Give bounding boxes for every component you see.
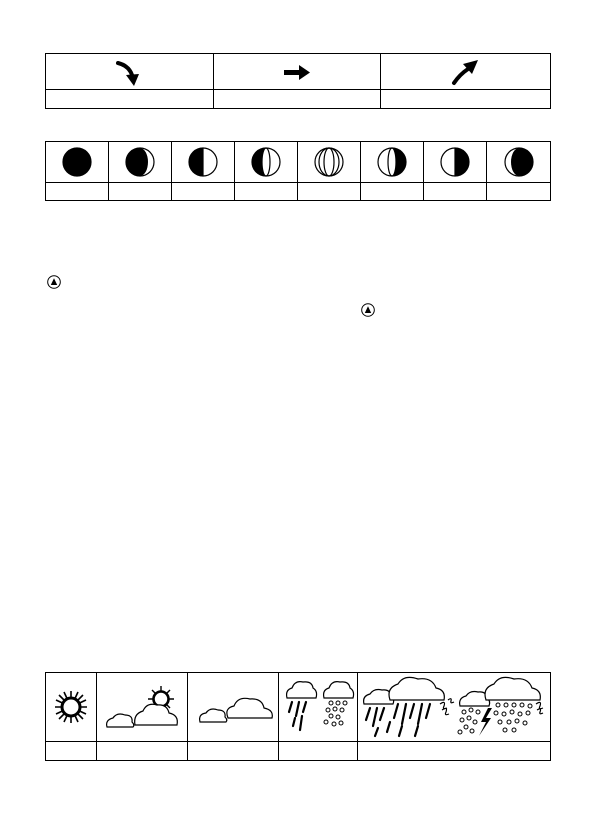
moon-cell-8 xyxy=(487,142,551,183)
weather-table xyxy=(45,672,551,761)
trend-table xyxy=(45,53,551,109)
moon-label-4 xyxy=(235,183,298,201)
trend-cell-steady xyxy=(214,54,381,90)
moon-label-1 xyxy=(46,183,109,201)
moon-label-7 xyxy=(424,183,487,201)
weather-cell-sunny xyxy=(46,673,97,742)
moon-phase-table xyxy=(45,141,551,201)
moon-cell-2 xyxy=(109,142,172,183)
weather-label-partly-cloudy xyxy=(97,742,188,761)
arrow-right-icon xyxy=(279,57,315,87)
weather-label-sunny xyxy=(46,742,97,761)
weather-label-storm xyxy=(358,742,551,761)
moon-label-5 xyxy=(298,183,361,201)
rain-snow-icon xyxy=(280,676,356,738)
moon-label-2 xyxy=(109,183,172,201)
weather-cell-rain-snow xyxy=(279,673,358,742)
moon-phase-4-icon xyxy=(250,146,282,178)
moon-cell-3 xyxy=(172,142,235,183)
moon-label-6 xyxy=(361,183,424,201)
moon-phase-5-icon xyxy=(313,146,345,178)
moon-phase-1-icon xyxy=(61,146,93,178)
moon-label-3 xyxy=(172,183,235,201)
moon-cell-7 xyxy=(424,142,487,183)
moon-cell-4 xyxy=(235,142,298,183)
moon-cell-5 xyxy=(298,142,361,183)
trend-label-falling xyxy=(46,90,214,109)
trend-cell-rising xyxy=(381,54,551,90)
weather-cell-cloudy xyxy=(188,673,279,742)
storm-icon xyxy=(360,676,548,738)
moon-label-8 xyxy=(487,183,551,201)
warning-triangle-icon xyxy=(47,275,61,289)
trend-label-steady xyxy=(214,90,381,109)
weather-label-rain-snow xyxy=(279,742,358,761)
weather-label-cloudy xyxy=(188,742,279,761)
arrow-up-right-icon xyxy=(448,57,484,87)
trend-cell-falling xyxy=(46,54,214,90)
warning-triangle-icon xyxy=(361,303,375,317)
moon-phase-3-icon xyxy=(187,146,219,178)
moon-cell-6 xyxy=(361,142,424,183)
moon-phase-2-icon xyxy=(124,146,156,178)
partly-cloudy-icon xyxy=(99,684,185,730)
weather-cell-storm xyxy=(358,673,551,742)
sunny-icon xyxy=(47,687,95,727)
moon-phase-7-icon xyxy=(439,146,471,178)
moon-phase-6-icon xyxy=(376,146,408,178)
arrow-down-right-icon xyxy=(112,57,148,87)
weather-cell-partly-cloudy xyxy=(97,673,188,742)
moon-phase-8-icon xyxy=(503,146,535,178)
moon-cell-1 xyxy=(46,142,109,183)
trend-label-rising xyxy=(381,90,551,109)
cloudy-icon xyxy=(190,684,276,730)
